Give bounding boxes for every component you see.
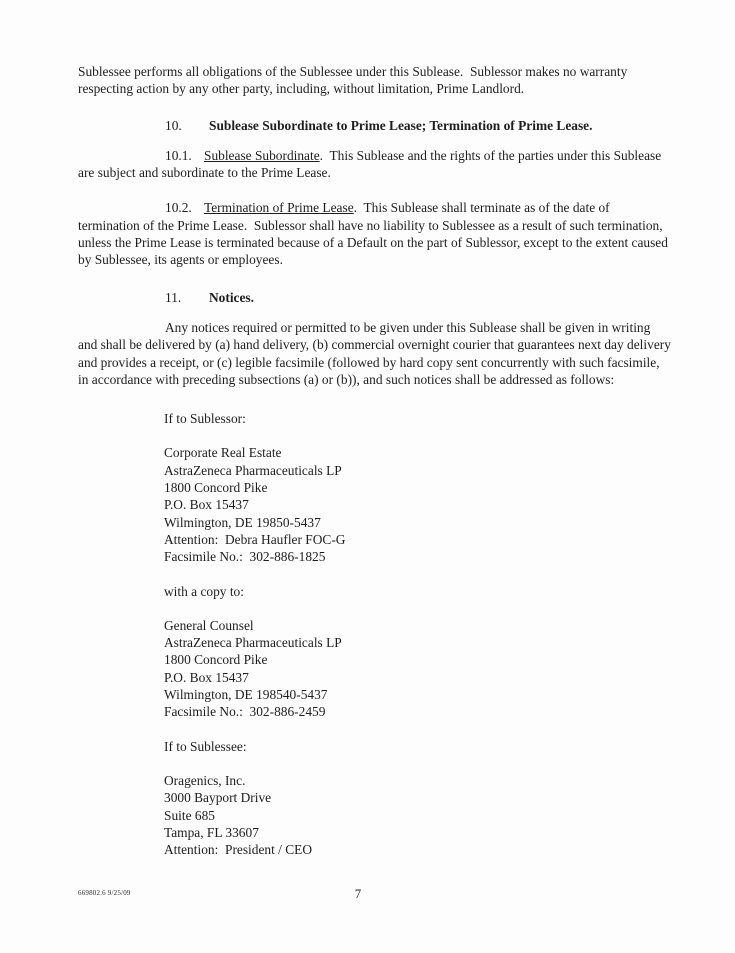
- notices-paragraph: Any notices required or permitted to be given under this Sublease shall be given in writing and shall be delivered by (a) hand delivery, (b) commercial overnight courier that guarantees next day delivery and provides a receipt, or (c) legible facsimile (followed by hard copy sent concurrently with such facsimile, in accordance with preceding subsections (a) or (b)), and such notices shall be addressed as follows:: [78, 319, 675, 387]
- address-line: Wilmington, DE 198540-5437: [164, 687, 328, 703]
- address-line: Corporate Real Estate: [164, 445, 282, 461]
- document-body: [78, 63, 675, 858]
- section-10-2-title: Termination of Prime Lease: [204, 200, 354, 216]
- copy-to-label: with a copy to:: [164, 583, 244, 599]
- address-line: 3000 Bayport Drive: [164, 790, 272, 806]
- sublessee-label: If to Sublessee:: [164, 738, 247, 754]
- address-line: Oragenics, Inc.: [164, 772, 246, 788]
- address-line: Wilmington, DE 19850-5437: [164, 514, 321, 530]
- sublessee-address: [164, 772, 672, 858]
- address-line: P.O. Box 15437: [164, 497, 249, 513]
- address-line: Facsimile No.: 302-886-1825: [164, 549, 326, 565]
- section-11-heading: [78, 289, 672, 306]
- section-10-1-text: . This Sublease and the rights of the parties under this Sublease are subject and subordinate to the Prime Lease.: [78, 147, 665, 181]
- sublessor-address: [164, 444, 672, 565]
- section-10-1-number: 10.1.: [165, 147, 192, 163]
- copy-to-address: [164, 617, 672, 721]
- section-10-1-title: Sublease Subordinate: [204, 147, 320, 163]
- sublessor-label: If to Sublessor:: [164, 411, 246, 427]
- section-10-title: Sublease Subordinate to Prime Lease; Termination of Prime Lease.: [209, 117, 593, 133]
- address-line: P.O. Box 15437: [164, 669, 249, 685]
- section-10-1-paragraph: [78, 147, 672, 182]
- address-line: Attention: Debra Haufler FOC-G: [164, 531, 346, 547]
- section-10-2-number: 10.2.: [165, 200, 192, 216]
- address-line: Attention: President / CEO: [164, 842, 313, 858]
- section-10-heading: [78, 117, 672, 134]
- address-line: AstraZeneca Pharmaceuticals LP: [164, 462, 342, 478]
- address-line: Facsimile No.: 302-886-2459: [164, 704, 326, 720]
- footer-document-id: 669802.6 9/25/09: [78, 889, 131, 897]
- section-10-number: 10.: [165, 117, 182, 133]
- page-number: 7: [354, 887, 362, 901]
- section-10-2-paragraph: [78, 199, 672, 268]
- address-line: 1800 Concord Pike: [164, 652, 268, 668]
- intro-paragraph: Sublessee performs all obligations of the Sublessee under this Sublease. Sublessor makes no warranty respecting action by any other party, including, without limitation, Prime Landlord.: [78, 64, 631, 97]
- section-10-2-text: . This Sublease shall terminate as of the date of termination of the Prime Lease. Sublessor shall have no liability to Sublessee as a result of such termination, unless the Prime Lease is terminated because of a Default on the part of Sublessor, except to the extent caused by Sublessee, its agents or employees.: [78, 200, 672, 268]
- address-line: Suite 685: [164, 807, 215, 823]
- address-line: General Counsel: [164, 617, 254, 633]
- address-line: 1800 Concord Pike: [164, 480, 268, 496]
- address-line: AstraZeneca Pharmaceuticals LP: [164, 635, 342, 651]
- section-11-number: 11.: [165, 289, 182, 305]
- section-11-title: Notices.: [209, 289, 254, 305]
- address-line: Tampa, FL 33607: [164, 824, 259, 840]
